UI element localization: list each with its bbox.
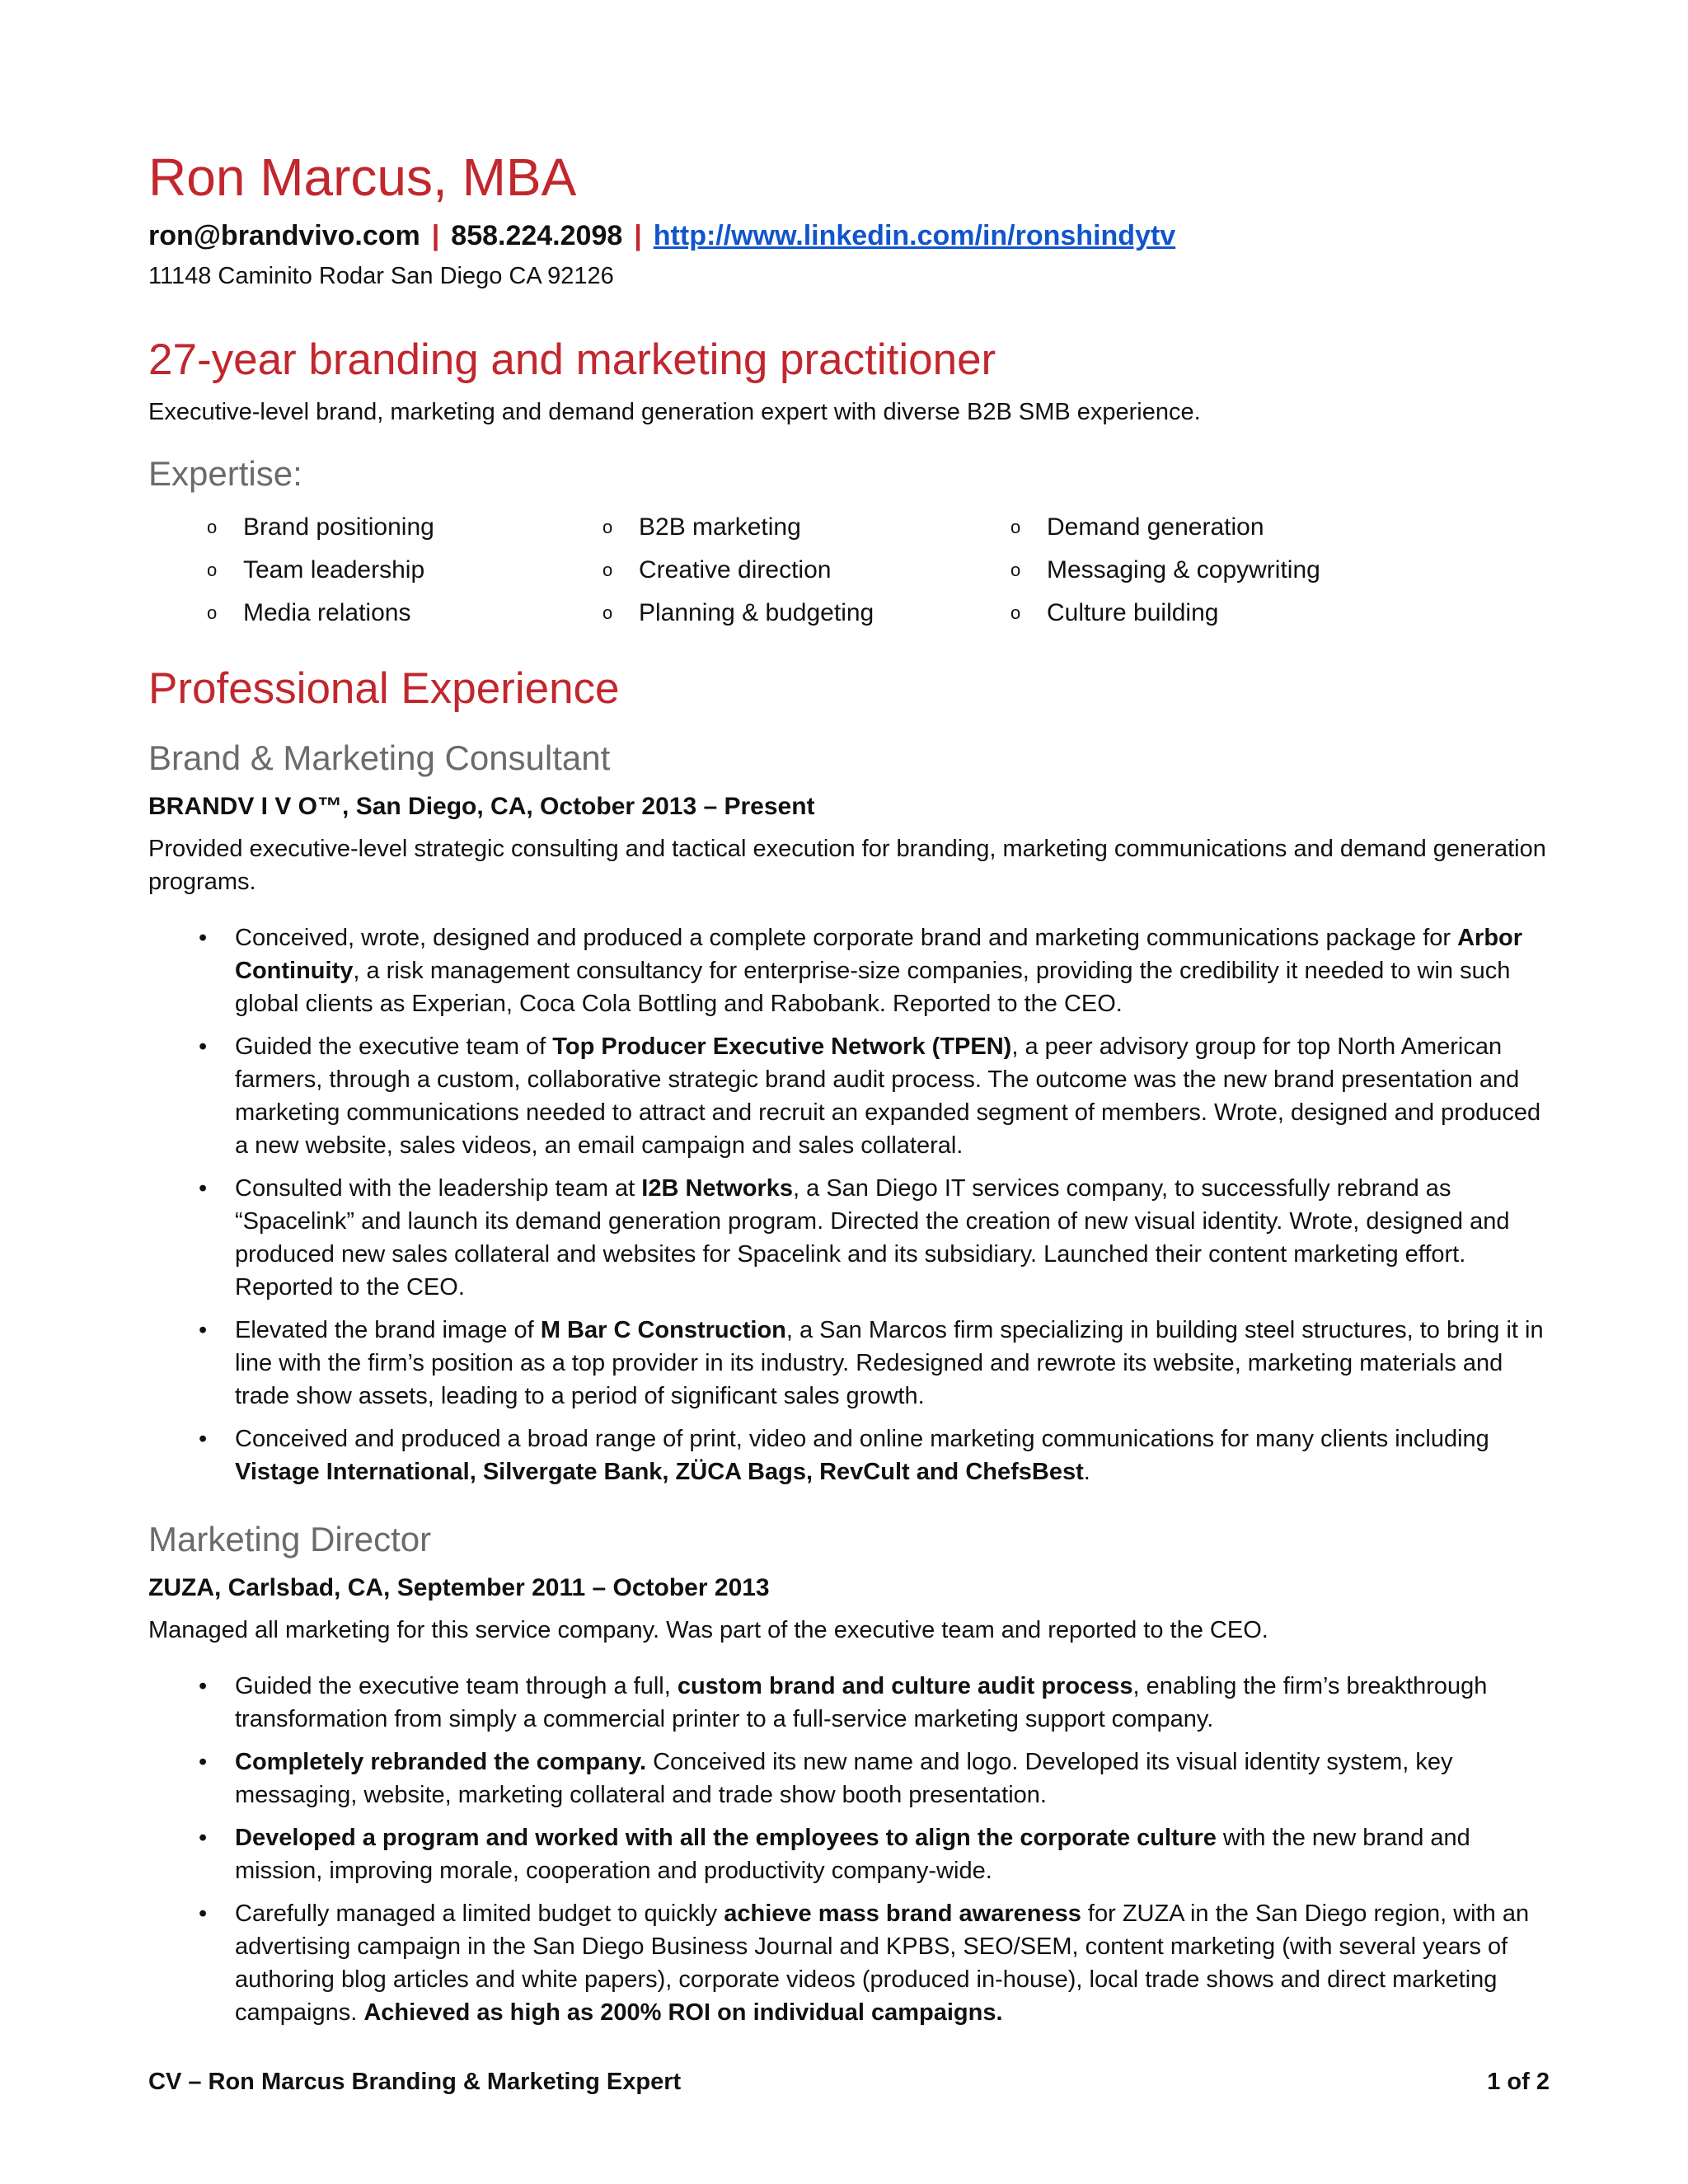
bullet-item: • Conceived, wrote, designed and produced a complete corporate brand and marketing communications package for Arbor Continuity, a risk management consultancy for enterprise-size companies, providing the credibility it needed to win such global clients as Experian, Coca Cola Bottling and Rabobank. Reported to the CEO. bbox=[235, 921, 1550, 1020]
bullet-icon: • bbox=[199, 1317, 208, 1344]
expertise-item: o Team leadership bbox=[207, 556, 425, 584]
page-number: 1 of 2 bbox=[1487, 2069, 1550, 2095]
email: ron@brandvivo.com bbox=[148, 220, 420, 252]
separator: | bbox=[431, 220, 440, 252]
bullet-icon: o bbox=[207, 517, 218, 538]
expertise-item: o Media relations bbox=[207, 599, 411, 627]
employer-line: ZUZA, Carlsbad, CA, September 2011 – October 2013 bbox=[148, 1574, 770, 1602]
summary: Executive-level brand, marketing and demand generation expert with diverse B2B SMB experience. bbox=[148, 399, 1201, 426]
job-title: Marketing Director bbox=[148, 1520, 432, 1559]
linkedin-link[interactable]: http://www.linkedin.com/in/ronshindytv bbox=[653, 220, 1176, 252]
employer-line: BRANDV I V O™, San Diego, CA, October 2013 – Present bbox=[148, 793, 815, 821]
headline: 27-year branding and marketing practitioner bbox=[148, 335, 996, 385]
bullet-icon: • bbox=[199, 1749, 208, 1776]
job-description: Provided executive-level strategic consulting and tactical execution for branding, marketing communications and demand generation programs. bbox=[148, 836, 1546, 896]
expertise-item: o Creative direction bbox=[603, 556, 832, 584]
bullet-icon: • bbox=[199, 1175, 208, 1202]
bullet-icon: • bbox=[199, 1673, 208, 1700]
bullet-icon: • bbox=[199, 1033, 208, 1061]
address: 11148 Caminito Rodar San Diego CA 92126 bbox=[148, 263, 614, 290]
bullet-icon: • bbox=[199, 1825, 208, 1852]
separator: | bbox=[634, 220, 642, 252]
expertise-list bbox=[148, 499, 1550, 630]
expertise-item: o Messaging & copywriting bbox=[1010, 556, 1320, 584]
page-footer bbox=[148, 2069, 1550, 2096]
bullet-icon: o bbox=[1010, 602, 1021, 624]
expertise-item: o Planning & budgeting bbox=[603, 599, 874, 627]
bullet-item: • Completely rebranded the company. Conceived its new name and logo. Developed its visual identity system, key messaging, website, marketing collateral and trade show booth presentation. bbox=[235, 1746, 1550, 1811]
bullet-icon: o bbox=[603, 517, 613, 538]
footer-title: CV – Ron Marcus Branding & Marketing Expert bbox=[148, 2069, 682, 2095]
bullet-icon: • bbox=[199, 1426, 208, 1453]
job-title: Brand & Marketing Consultant bbox=[148, 738, 611, 778]
expertise-item: o Brand positioning bbox=[207, 513, 434, 541]
job-description: Managed all marketing for this service company. Was part of the executive team and reported to the CEO. bbox=[148, 1617, 1268, 1644]
expertise-item: o Culture building bbox=[1010, 599, 1219, 627]
bullet-item: • Carefully managed a limited budget to quickly achieve mass brand awareness for ZUZA in the San Diego region, with an advertising campaign in the San Diego Business Journal and KPBS, SEO/SEM, content marketing (with several years of authoring blog articles and white papers), corporate videos (produced in-house), local trade shows and direct marketing campaigns. Achieved as high as 200% ROI on individual campaigns. bbox=[235, 1897, 1550, 2029]
phone: 858.224.2098 bbox=[451, 220, 623, 252]
bullet-icon: o bbox=[603, 560, 613, 581]
bullet-item: • Elevated the brand image of M Bar C Construction, a San Marcos firm specializing in building steel structures, to bring it in line with the firm’s position as a top provider in its industry. Redesigned and rewrote its website, marketing materials and trade show assets, leading to a period of significant sales growth. bbox=[235, 1314, 1550, 1413]
bullet-item: • Conceived and produced a broad range of print, video and online marketing communications for many clients including Vistage International, Silvergate Bank, ZÜCA Bags, RevCult and ChefsBest. bbox=[235, 1422, 1550, 1488]
candidate-name: Ron Marcus, MBA bbox=[148, 148, 577, 207]
bullet-icon: • bbox=[199, 1900, 208, 1928]
bullet-icon: o bbox=[207, 602, 218, 624]
bullet-icon: • bbox=[199, 925, 208, 952]
job-bullets bbox=[148, 1670, 1550, 2029]
job-bullets bbox=[148, 921, 1550, 1488]
bullet-item: • Developed a program and worked with all the employees to align the corporate culture with the new brand and mission, improving morale, cooperation and productivity company-wide. bbox=[235, 1821, 1550, 1887]
expertise-heading: Expertise: bbox=[148, 454, 302, 494]
experience-heading: Professional Experience bbox=[148, 664, 620, 714]
bullet-icon: o bbox=[1010, 517, 1021, 538]
bullet-item: • Guided the executive team of Top Producer Executive Network (TPEN), a peer advisory group for top North American farmers, through a custom, collaborative strategic brand audit process. The outcome was the new brand presentation and marketing communications needed to attract and recruit an expanded segment of members. Wrote, designed and produced a new website, sales videos, an email campaign and sales collateral. bbox=[235, 1030, 1550, 1162]
resume-page bbox=[148, 148, 1550, 2039]
bullet-icon: o bbox=[603, 602, 613, 624]
expertise-item: o Demand generation bbox=[1010, 513, 1264, 541]
expertise-item: o B2B marketing bbox=[603, 513, 801, 541]
bullet-icon: o bbox=[1010, 560, 1021, 581]
bullet-item: • Consulted with the leadership team at I2B Networks, a San Diego IT services company, to successfully rebrand as “Spacelink” and launch its demand generation program. Directed the creation of new visual identity. Wrote, designed and produced new sales collateral and websites for Spacelink and its subsidiary. Launched their content marketing effort. Reported to the CEO. bbox=[235, 1172, 1550, 1304]
contact-line bbox=[148, 219, 1550, 253]
bullet-item: • Guided the executive team through a full, custom brand and culture audit process, enabling the firm’s breakthrough transformation from simply a commercial printer to a full-service marketing support company. bbox=[235, 1670, 1550, 1736]
bullet-icon: o bbox=[207, 560, 218, 581]
